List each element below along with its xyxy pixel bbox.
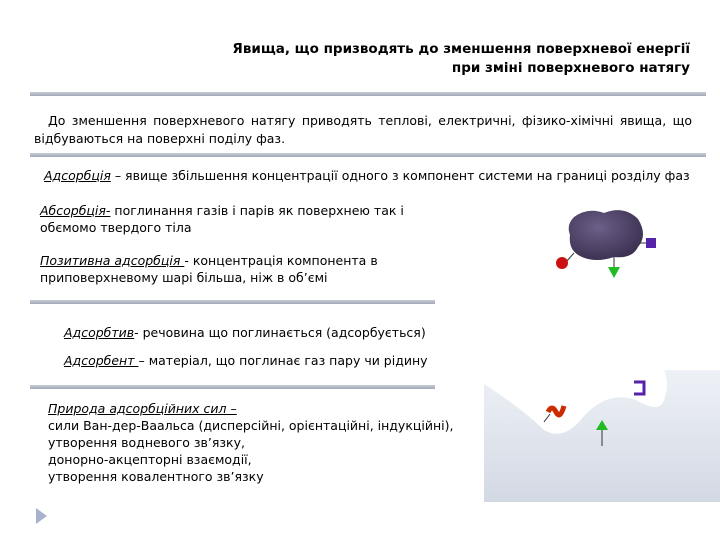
adsorption-forces (48, 400, 508, 485)
forces-item: сили Ван-дер-Ваальса (дисперсійні, орієнтаційні, індукційні), (48, 418, 454, 433)
adsorption-illustration-top (548, 205, 668, 285)
adsorption-term: Адсорбція (44, 168, 111, 183)
adsorbent-text: – матеріал, що поглинає газ пару чи рідину (138, 353, 428, 368)
positive-adsorption-term: Позитивна адсорбція (40, 253, 185, 268)
adsorption-illustration-bottom (484, 370, 720, 502)
divider-2 (30, 153, 706, 157)
forces-heading: Природа адсорбційних сил – (48, 401, 237, 416)
divider-1 (30, 92, 706, 96)
absorption-text: поглинання газів і парів як поверхнею так і обємомо твердого тіла (40, 203, 404, 235)
adsorbtiv-term: Адсорбтив (64, 325, 135, 340)
adsorption-definition (28, 167, 714, 185)
title-line-2: при зміні поверхневого натягу (451, 60, 690, 76)
purple-molecule-icon (646, 238, 656, 248)
red-molecule-icon (556, 257, 568, 269)
positive-adsorption-text: - концентрація компонента в приповерхневому шарі більша, ніж в об’ємі (40, 253, 378, 285)
divider-3 (30, 300, 435, 304)
absorption-term: Абсорбція- (40, 203, 111, 218)
green-molecule-icon (596, 420, 608, 430)
next-slide-arrow-icon[interactable] (36, 508, 47, 524)
divider-4 (30, 385, 435, 389)
forces-item: донорно-акцепторні взаємодії, (48, 452, 252, 467)
adsorbtiv-text: - речовина що поглинається (адсорбується) (134, 325, 426, 340)
absorption-definition (40, 202, 420, 236)
page-title (60, 40, 690, 78)
green-molecule-icon (608, 267, 620, 278)
adsorbent-term: Адсорбент (64, 353, 139, 368)
forces-item: утворення ковалентного зв’язку (48, 469, 264, 484)
adsorbent-particle (569, 210, 643, 260)
adsorbent-definition (64, 352, 484, 369)
intro-paragraph: До зменшення поверхневого натягу приводять теплові, електричні, фізико-хімічні явища, що відбуваються на поверхні поділу фаз. (34, 113, 692, 146)
adsorption-text: – явище збільшення концентрації одного з компонент системи на границі розділу фаз (110, 168, 690, 183)
adsorbtiv-definition (64, 324, 484, 341)
forces-item: утворення водневого зв’язку, (48, 435, 245, 450)
cavity-shape (484, 370, 667, 434)
title-line-1: Явища, що призводять до зменшення поверхневої енергії (232, 41, 690, 57)
positive-adsorption-definition (40, 252, 390, 286)
